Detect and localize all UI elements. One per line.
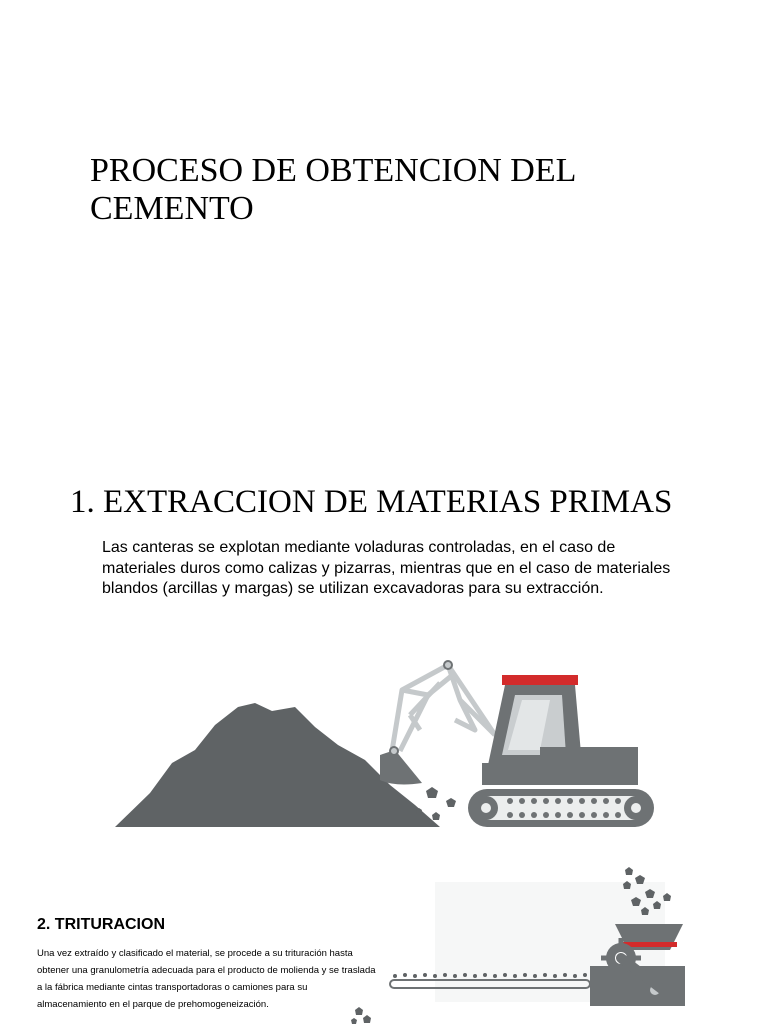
excavator-bucket (380, 750, 422, 784)
section-1-heading: 1. EXTRACCION DE MATERIAS PRIMAS (70, 484, 673, 520)
excavator-roof (502, 675, 578, 685)
page-title: PROCESO DE OBTENCION DEL CEMENTO (90, 152, 576, 227)
section-1-body: Las canteras se explotan mediante voladuras controladas, en el caso de materiales duros como calizas y pizarras, mientras que en el caso de materiales blandos (arcillas y margas) se utilizan excavadoras para su extracción. (102, 539, 671, 597)
section-2-heading: 2. TRITURACION (37, 916, 165, 933)
excavator-icon (110, 655, 660, 835)
crusher-icon (345, 862, 690, 1024)
section-2-body: Una vez extraído y clasificado el material, se procede a su trituración hasta obtener una granulometría adecuada para el producto de molienda y se traslada a la fábrica mediante cintas transportadoras o camiones para su almacenamiento en el parque de prehomogeneización. (37, 948, 376, 1010)
